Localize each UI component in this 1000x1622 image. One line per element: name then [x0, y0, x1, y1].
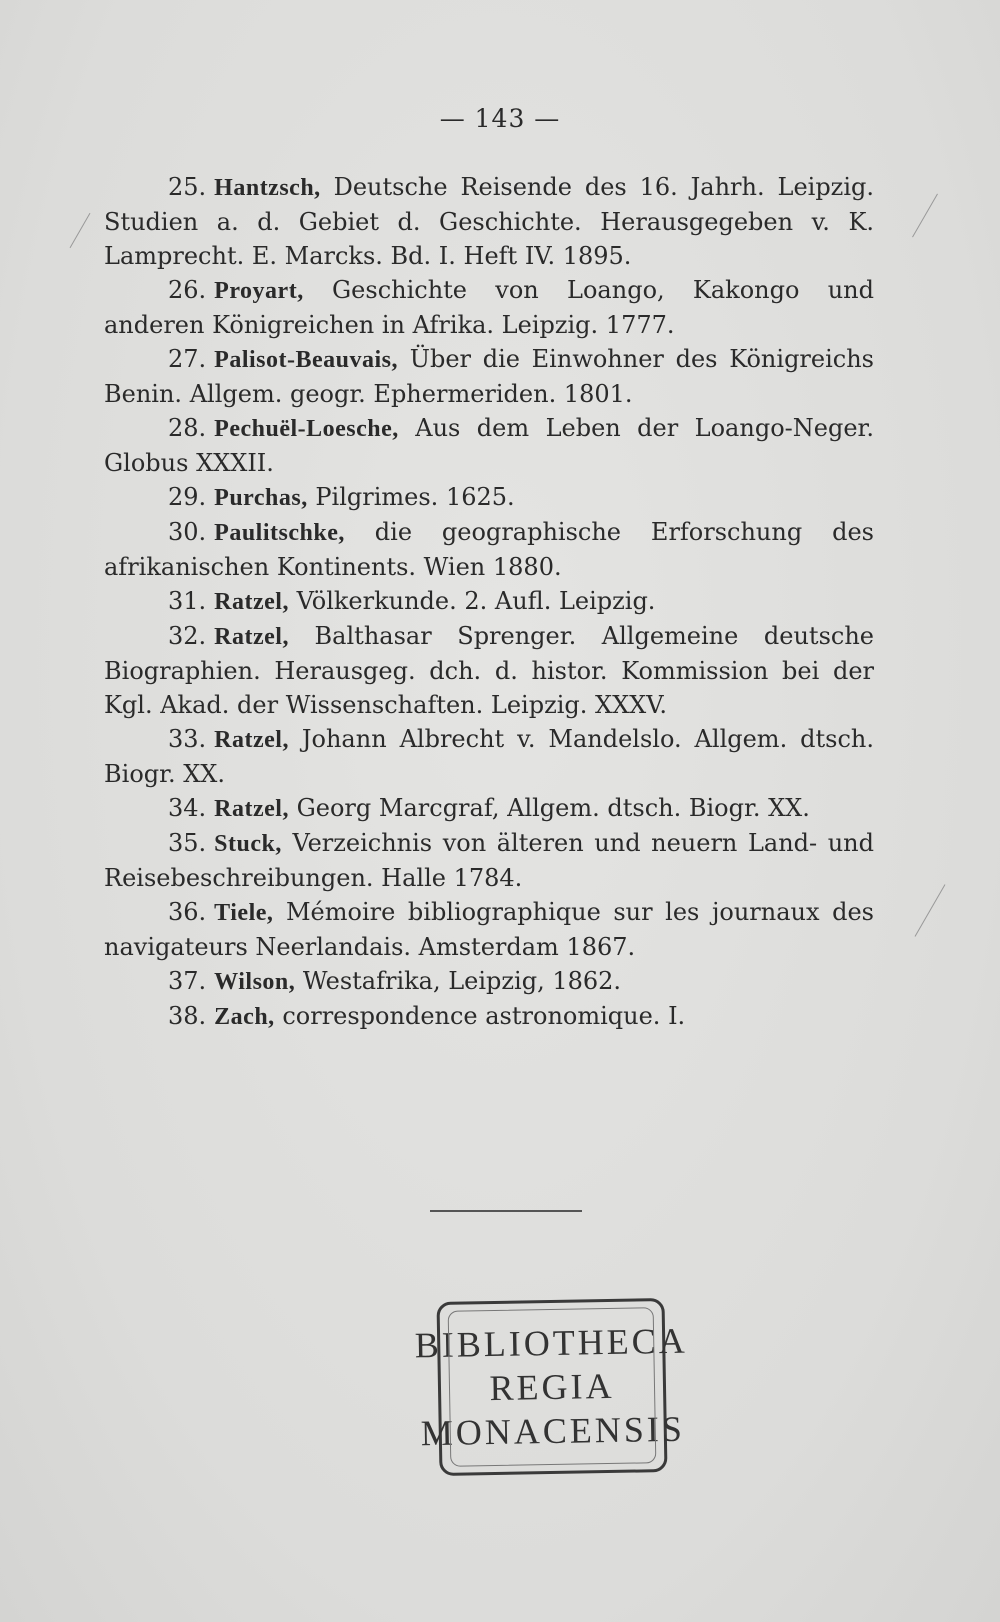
bibliography-entry	[104, 273, 874, 342]
entry-number: 25.	[168, 173, 207, 201]
entry-author: Paulitschke,	[214, 520, 345, 546]
entry-number: 32.	[168, 622, 207, 650]
bibliography-entry	[104, 411, 874, 480]
stamp-line: BIBLIOTHECA	[414, 1320, 689, 1366]
margin-mark	[70, 213, 91, 248]
entry-number: 35.	[168, 829, 207, 857]
entry-author: Ratzel,	[214, 727, 289, 753]
bibliography-entry	[104, 964, 874, 999]
entry-number: 36.	[168, 898, 207, 926]
library-stamp	[414, 1298, 689, 1476]
entry-author: Ratzel,	[214, 589, 289, 615]
entry-author: Stuck,	[214, 831, 282, 857]
entry-text: Deutsche Reisende des 16. Jahrh. Leipzig. Studien a. d. Gebiet d. Geschichte. Herausgegeben v. K. Lamprecht. E. Marcks. Bd. I. Heft IV. 1895.	[104, 173, 874, 270]
stamp-line: REGIA	[489, 1365, 615, 1409]
section-divider	[430, 1210, 582, 1212]
stamp-line: MONACENSIS	[420, 1408, 686, 1454]
entry-number: 26.	[168, 276, 207, 304]
entry-text: Pilgrimes. 1625.	[315, 483, 515, 511]
entry-text: Verzeichnis von älteren und neuern Land- und Reisebeschreibungen. Halle 1784.	[104, 829, 874, 892]
entry-number: 27.	[168, 345, 207, 373]
entry-text: Balthasar Sprenger. Allgemeine deutsche Biographien. Herausgeg. dch. d. histor. Kommission bei der Kgl. Akad. der Wissenschaften. Leipzig. XXXV.	[104, 622, 874, 719]
entry-number: 30.	[168, 518, 207, 546]
entry-text: Westafrika, Leipzig, 1862.	[302, 967, 622, 995]
entry-number: 34.	[168, 794, 207, 822]
bibliography-entry	[104, 791, 874, 826]
entry-number: 31.	[168, 587, 207, 615]
entry-author: Proyart,	[214, 278, 304, 304]
entry-author: Purchas,	[214, 485, 308, 511]
margin-mark	[912, 194, 938, 238]
entry-number: 29.	[168, 483, 207, 511]
bibliography-entry	[104, 584, 874, 619]
bibliography-entry	[104, 895, 874, 964]
entry-author: Zach,	[214, 1004, 275, 1030]
entry-author: Pechuël-Loesche,	[214, 416, 399, 442]
bibliography-entry	[104, 515, 874, 584]
entry-number: 28.	[168, 414, 207, 442]
entry-author: Tiele,	[214, 900, 274, 926]
entry-text: Geschichte von Loango, Kakongo und anderen Königreichen in Afrika. Leipzig. 1777.	[104, 276, 874, 339]
entry-text: Aus dem Leben der Loango-Neger. Globus XXXII.	[104, 414, 874, 477]
bibliography-entry	[104, 342, 874, 411]
entry-author: Ratzel,	[214, 624, 289, 650]
margin-mark	[915, 884, 946, 936]
bibliography-entry	[104, 480, 874, 515]
bibliography-entry	[104, 722, 874, 791]
page-number: — 143 —	[439, 104, 561, 133]
entry-number: 38.	[168, 1002, 207, 1030]
entry-text: die geographische Erforschung des afrikanischen Kontinents. Wien 1880.	[104, 518, 874, 581]
bibliography-entry	[104, 999, 874, 1034]
entry-author: Wilson,	[214, 969, 296, 995]
bibliography-list	[104, 170, 874, 1034]
entry-text: correspondence astronomique. I.	[282, 1002, 686, 1030]
entry-text: Völkerkunde. 2. Aufl. Leipzig.	[296, 587, 656, 615]
bibliography-entry	[104, 826, 874, 895]
entry-text: Georg Marcgraf, Allgem. dtsch. Biogr. XX.	[296, 794, 810, 822]
entry-number: 33.	[168, 725, 207, 753]
entry-author: Palisot-Beauvais,	[214, 347, 399, 373]
bibliography-entry	[104, 619, 874, 722]
entry-author: Hantzsch,	[214, 175, 321, 201]
entry-number: 37.	[168, 967, 207, 995]
entry-author: Ratzel,	[214, 796, 289, 822]
bibliography-entry	[104, 170, 874, 273]
entry-text: Über die Einwohner des Königreichs Benin. Allgem. geogr. Ephermeriden. 1801.	[104, 345, 874, 408]
entry-text: Mémoire bibliographique sur les journaux des navigateurs Neerlandais. Amsterdam 1867.	[104, 898, 874, 961]
entry-text: Johann Albrecht v. Mandelslo. Allgem. dtsch. Biogr. XX.	[104, 725, 874, 788]
